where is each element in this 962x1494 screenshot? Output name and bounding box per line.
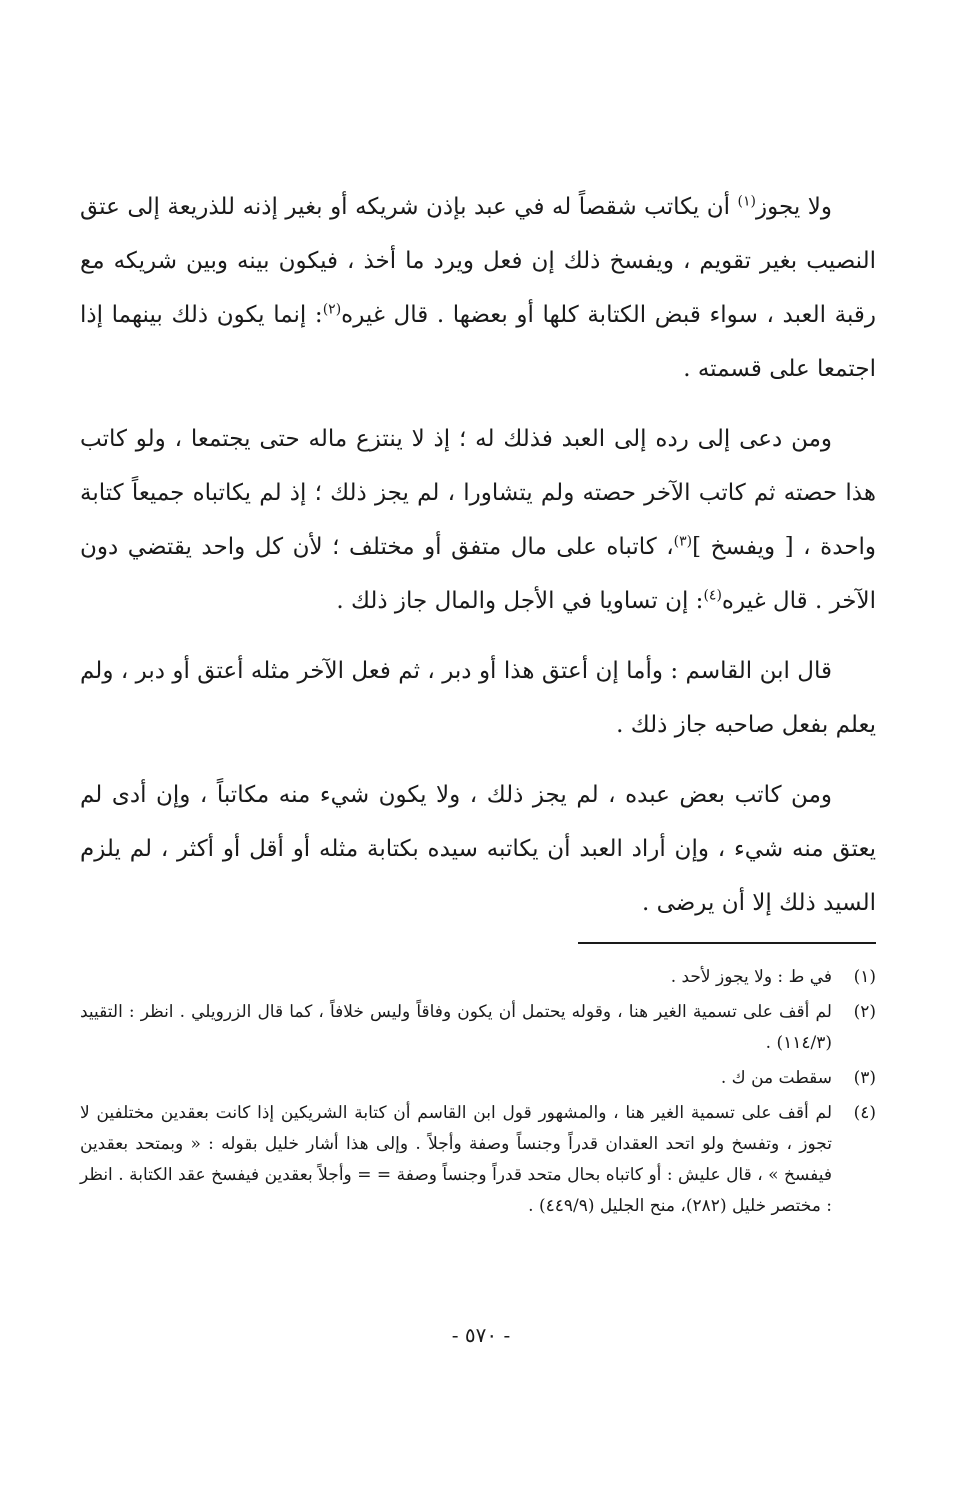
footnote: [80, 1098, 876, 1222]
footnote: [80, 962, 876, 993]
footnote-reference[interactable]: (٢): [322, 301, 342, 318]
footnote-number: (٢): [853, 1002, 876, 1022]
footnote-number: (٣): [853, 1068, 876, 1088]
paragraph: قال ابن القاسم : وأما إن أعتق هذا أو دبر ، ثم فعل الآخر مثله أعتق أو دبر ، ولم يعلم بفعل صاحبه جاز ذلك .: [80, 658, 876, 738]
paragraph: ولا يجوز$^{(١)}$ أن يكاتب شقصاً له في عبد بإذن شريكه أو بغير إذنه للذريعة إلى عتق النصيب بغير تقويم ، ويفسخ ذلك إن فعل ويرد ما أخذ ، فيكون بينه وبين شريكه مع رقبة العبد ، سواء قبض الكتابة كلها أو بعضها . قال غيره$^{(٢)}$: إنما يكون ذلك بينهما إذا اجتمعا على قسمته .: [80, 193, 877, 382]
footnote-reference[interactable]: (٤): [703, 587, 722, 604]
paragraph: ومن كاتب بعض عبده ، لم يجز ذلك ، ولا يكون شيء منه مكاتباً ، وإن أدى لم يعتق منه شيء ، وإن أراد العبد أن يكاتبه سيده بكتابة مثله أو أقل أو أكثر ، لم يلزم السيد ذلك إلا أن يرضى .: [80, 782, 876, 916]
footnote: [80, 997, 876, 1059]
footnote-text: لم أقف على تسمية الغير هنا ، وقوله يحتمل أن يكون وفاقاً وليس خلافاً ، كما قال الزرويلي . انظر : التقييد (١١٤/٣) .: [80, 1002, 832, 1053]
footnote: [80, 1063, 876, 1094]
footnotes: [80, 962, 876, 1226]
footnote-text: في ط : ولا يجوز لأحد .: [670, 967, 832, 987]
footnote-text: لم أقف على تسمية الغير هنا ، والمشهور قول ابن القاسم أن كتابة الشريكين إذا كانت بعقدين مختلفين لا تجوز ، وتفسخ ولو اتحد العقدان قدراً وجنساً وصفة وأجلاً . وإلى هذا أشار خليل بقوله : « وبمتحد بعقدين فيفسخ » ، قال عليش : أو كاتباه بحال متحد قدراً وجنساً وصفة = = وأجلاً بعقدين فيفسخ عقد الكتابة . انظر : مختصر خليل (٢٨٢)، منح الجليل (٤٤٩/٩) .: [80, 1103, 832, 1216]
footnote-reference[interactable]: (٣): [673, 533, 693, 550]
footnote-number: (٤): [853, 1103, 876, 1123]
paragraph: ومن دعى إلى رده إلى العبد فذلك له ؛ إذ لا ينتزع ماله حتى يجتمعا ، ولو كاتب هذا حصته ثم كاتب الآخر حصته ولم يتشاورا ، لم يجز ذلك ؛ إذ لم يكاتباه جميعاً كتابة واحدة ، [ ويفسخ ]$^{(٣)}$، كاتباه على مال متفق أو مختلف ؛ لأن كل واحد يقتضي دون الآخر . قال غيره$^{(٤)}$: إن تساويا في الأجل والمال جاز ذلك .: [80, 426, 876, 614]
main-text: [80, 180, 876, 930]
footnote-text: سقطت من ك .: [720, 1068, 832, 1088]
footnote-separator: [578, 942, 876, 944]
footnote-number: (١): [853, 967, 876, 987]
footnote-reference[interactable]: (١): [737, 193, 757, 210]
page-number: - ٥٧٠ -: [451, 1323, 511, 1347]
